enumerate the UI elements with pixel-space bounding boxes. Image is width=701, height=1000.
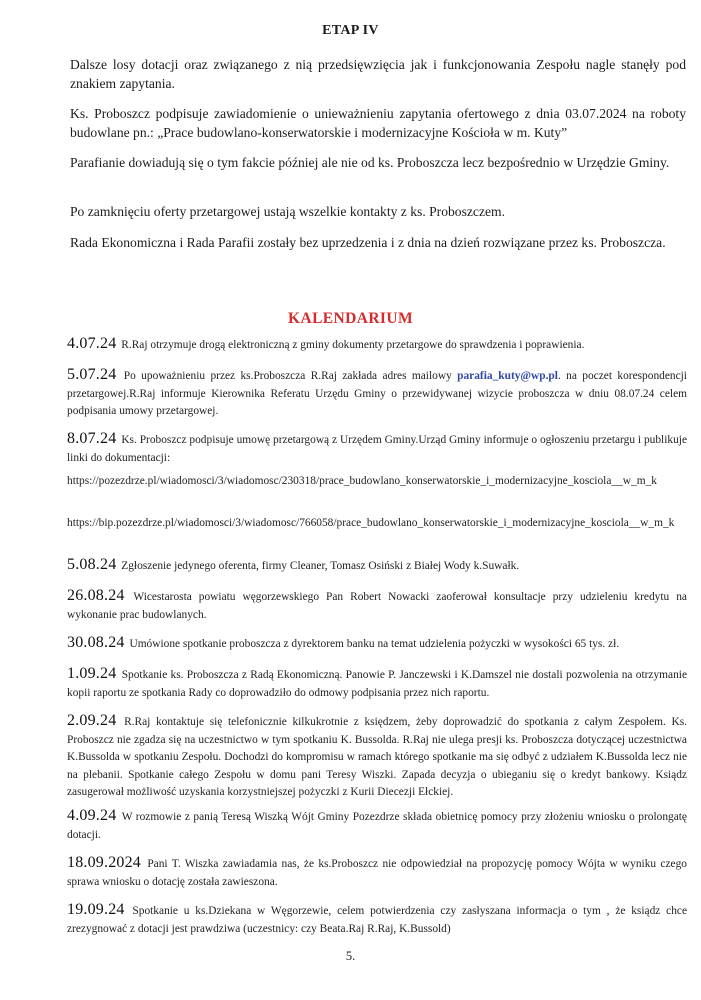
calendar-entry (67, 634, 687, 654)
calendar-entry (67, 335, 687, 355)
document-link[interactable]: https://pozezdrze.pl/wiadomosci/3/wiadomosc/230318/prace_budowlano_konserwatorskie_i_modernizacyjne_kosciola__w_m_k (67, 475, 657, 487)
stage-paragraph: Dalsze losy dotacji oraz związanego z nią przedsięwzięcia jak i funkcjonowania Zespołu nagle stanęły pod znakiem zapytania. (70, 57, 686, 91)
stage-paragraph: Ks. Proboszcz podpisuje zawiadomienie o unieważnieniu zapytania ofertowego z dnia 03.07.2024 na roboty budowlane pn.: „Prace budowlano-konserwatorskie i modernizacyjne Kościoła w m. Kuty” (70, 106, 686, 140)
entry-text: Spotkanie ks. Proboszcza z Radą Ekonomiczną. Panowie P. Janczewski i K.Damszel nie dostali pozwolenia na otrzymanie kopii raportu ze spotkania Rady co doprowadziło do odmowy podpisania przez nich raportu. (67, 669, 687, 699)
email-link[interactable]: parafia_kuty@wp.pl (457, 370, 558, 382)
entry-date: 4.07.24 (67, 335, 117, 352)
entry-date: 19.09.24 (67, 901, 125, 918)
calendar-entry (67, 807, 687, 844)
calendar-entry (67, 901, 687, 938)
calendar-entry (67, 587, 687, 624)
entry-text: Spotkanie u ks.Dziekana w Węgorzewie, celem potwierdzenia czy zasłyszana informacja o tym , że ksiądz chce zrezygnować z dotacji jest prawdziwa (uczestnicy: czy Beata.Raj R.Raj, K.Bussold) (67, 905, 687, 935)
entry-text: Po upoważnieniu przez ks.Proboszcza R.Raj zakłada adres mailowy (123, 370, 452, 382)
entry-text: Zgłoszenie jedynego oferenta, firmy Cleaner, Tomasz Osiński z Białej Wody k.Suwałk. (121, 560, 520, 572)
entry-date: 8.07.24 (67, 430, 117, 447)
entry-date: 30.08.24 (67, 634, 125, 651)
entry-date: 5.08.24 (67, 556, 117, 573)
calendar-entry (67, 430, 687, 467)
entry-date: 1.09.24 (67, 665, 117, 682)
calendar-entry (67, 366, 687, 421)
document-link[interactable]: https://bip.pozezdrze.pl/wiadomosci/3/wiadomosc/766058/prace_budowlano_konserwatorskie_i_modernizacyjne_kosciola__w_m_k (67, 517, 675, 529)
entry-text: R.Raj kontaktuje się telefonicznie kilkukrotnie z księdzem, żeby doprowadzić do spotkania z całym Zespołem. Ks. Proboszcz nie zgadza się na uczestnictwo w tym spotkaniu K. Bussolda. R.Raj nie ulega presji ks. Proboszcza dotyczącej uczestnictwa K.Bussolda w spotkaniu Zespołu. Dochodzi do kompromisu w ramach którego spotkanie ma się odbyć z udziałem K.Bussolda lecz nie na plebanii. Spotkanie całego Zespołu w domu pani Teresy Wiszki. Zapada decyzja o ubieganiu się o kredyt bankowy. Ksiądz zasugerował możliwość uzyskania korzystniejszej pożyczki z Kurii Diecezji Ełckiej. (67, 716, 687, 798)
stage-paragraph: Parafianie dowiadują się o tym fakcie później ale nie od ks. Proboszcza lecz bezpośrednio w Urzędzie Gminy. (70, 155, 670, 170)
entry-date: 4.09.24 (67, 807, 117, 824)
entry-text: W rozmowie z panią Teresą Wiszką Wójt Gminy Pozezdrze składa obietnicę pomocy przy złożeniu wniosku o prolongatę dotacji. (67, 811, 687, 841)
entry-text: Wicestarosta powiatu węgorzewskiego Pan Robert Nowacki zaoferował konsultacje przy udzieleniu kredytu na wykonanie prac budowlanych. (67, 591, 687, 621)
stage-paragraph: Po zamknięciu oferty przetargowej ustają wszelkie kontakty z ks. Proboszczem. (70, 204, 505, 219)
entry-text: R.Raj otrzymuje drogą elektroniczną z gminy dokumenty przetargowe do sprawdzenia i poprawienia. (121, 339, 585, 351)
calendar-title: KALENDARIUM (288, 310, 413, 327)
entry-date: 18.09.2024 (67, 854, 141, 871)
entry-date: 5.07.24 (67, 366, 117, 383)
stage-paragraph: Rada Ekonomiczna i Rada Parafii zostały bez uprzedzenia i z dnia na dzień rozwiązane przez ks. Proboszcza. (70, 235, 666, 250)
calendar-entry (67, 665, 687, 702)
calendar-entry (67, 712, 687, 802)
entry-date: 26.08.24 (67, 587, 125, 604)
entry-text: . na poczet korespondencji przetargowej.R.Raj informuje Kierownika Referatu Urzędu Gminy o przewidywanej wizycie proboszcza w dniu 08.07.24 celem podpisania umowy przetargowej. (67, 370, 687, 417)
calendar-entry (67, 854, 687, 891)
stage-title: ETAP IV (322, 23, 379, 38)
entry-text: Ks. Proboszcz podpisuje umowę przetargową z Urzędem Gminy.Urząd Gminy informuje o ogłoszeniu przetargu i publikuje linki do dokumentacji: (67, 434, 687, 464)
calendar-entry (67, 556, 687, 576)
entry-text: Pani T. Wiszka zawiadamia nas, że ks.Proboszcz nie odpowiedział na propozycję pomocy Wójta w wyniku czego sprawa wniosku o dotację została zawieszona. (67, 858, 687, 888)
entry-date: 2.09.24 (67, 712, 117, 729)
entry-text: Umówione spotkanie proboszcza z dyrektorem banku na temat udzielenia pożyczki w wysokości 65 tys. zł. (129, 638, 620, 650)
page-number: 5. (345, 949, 356, 963)
